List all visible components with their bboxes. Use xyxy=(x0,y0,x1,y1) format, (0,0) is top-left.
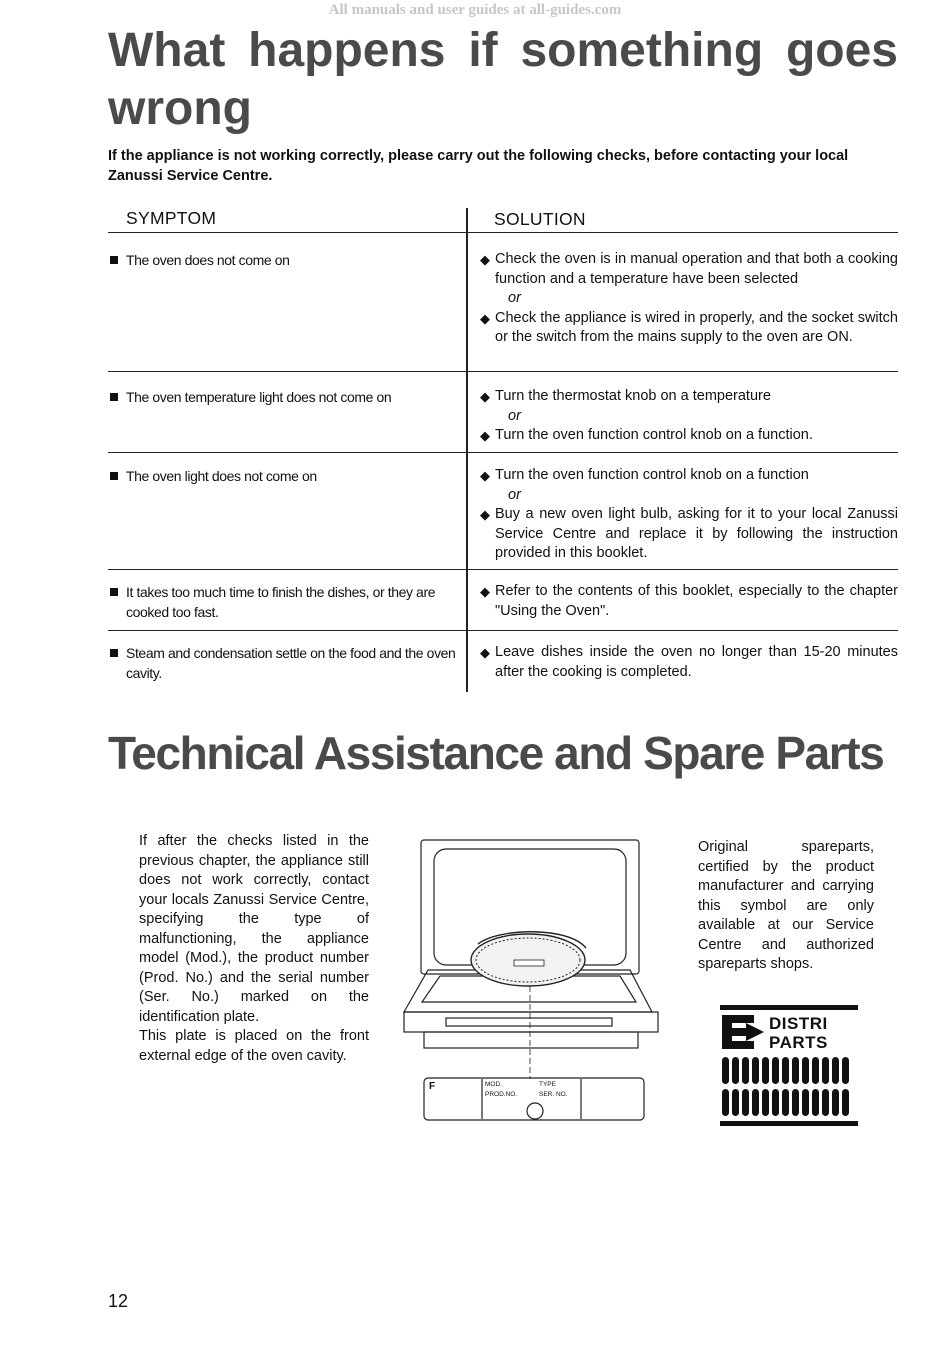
or-label: or xyxy=(508,486,521,503)
troubleshooting-table xyxy=(108,206,898,695)
or-label: or xyxy=(508,290,521,307)
diamond-bullet-icon: ◆ xyxy=(480,507,490,523)
table-row xyxy=(108,372,898,453)
square-bullet-icon xyxy=(110,393,118,401)
diamond-bullet-icon: ◆ xyxy=(480,252,490,267)
symptom-text: The oven temperature light does not come on xyxy=(126,389,392,405)
square-bullet-icon xyxy=(110,256,118,264)
plate-ser-no-label: SER. NO. xyxy=(539,1091,568,1098)
solution-item xyxy=(480,643,898,682)
plate-prod-no-label: PROD.NO. xyxy=(485,1091,518,1098)
diamond-bullet-icon: ◆ xyxy=(480,310,490,326)
symptom-cell xyxy=(108,466,458,486)
symptom-text: The oven light does not come on xyxy=(126,468,317,484)
oven-identification-plate-illustration xyxy=(398,836,662,1128)
diamond-bullet-icon: ◆ xyxy=(480,584,490,599)
troubleshooting-intro: If the appliance is not working correctly, please carry out the following checks, before contacting your local Zanussi Service Centre. xyxy=(108,148,849,184)
assistance-paragraph: This plate is placed on the front external edge of the oven cavity. xyxy=(139,1028,369,1064)
watermark: All manuals and user guides at all-guides.com xyxy=(328,2,622,18)
logo-line2: PARTS xyxy=(769,1033,828,1052)
solution-cell xyxy=(480,643,898,682)
solution-text: Turn the oven function control knob on a function. xyxy=(495,427,813,444)
solution-cell xyxy=(480,387,898,446)
page-number: 12 xyxy=(108,1291,129,1311)
logo-line1: DISTRI xyxy=(769,1014,828,1033)
solution-item xyxy=(480,466,898,486)
plate-hole xyxy=(527,1103,543,1119)
plate-f-label: F xyxy=(429,1081,436,1092)
solution-cell xyxy=(480,250,898,348)
solution-cell xyxy=(480,466,898,564)
plate-type-label: TYPE xyxy=(539,1081,556,1088)
table-row xyxy=(108,453,898,570)
symptom-text: Steam and condensation settle on the food and the oven cavity. xyxy=(126,645,456,681)
solution-text: Check the oven is in manual operation and that both a cooking function and a temperature have been selected xyxy=(495,251,898,287)
assistance-paragraph: If after the checks listed in the previous chapter, the appliance still does not work correctly, contact your locals Zanussi Service Centre, specifying the type of malfunctioning, the appliance model (Mod.), the product number (Prod. No.) and the serial number (Ser. No.) marked on the identification plate. xyxy=(139,833,369,1025)
assistance-left-text xyxy=(139,832,369,1066)
symptom-cell xyxy=(108,250,458,270)
solution-text: Check the appliance is wired in properly, and the socket switch or the switch from the mains supply to the oven are ON. xyxy=(495,309,898,346)
distriparts-logo xyxy=(720,1005,858,1127)
symptom-text: The oven does not come on xyxy=(126,252,290,268)
table-row xyxy=(108,631,898,695)
solution-text: Leave dishes inside the oven no longer than 15-20 minutes after the cooking is completed. xyxy=(495,644,898,680)
solution-text: Turn the thermostat knob on a temperature xyxy=(495,388,771,404)
solution-text: Refer to the contents of this booklet, especially to the chapter "Using the Oven". xyxy=(495,583,898,619)
diamond-bullet-icon: ◆ xyxy=(480,428,490,444)
solution-item xyxy=(480,505,898,564)
diamond-bullet-icon: ◆ xyxy=(480,645,490,660)
or-label: or xyxy=(508,407,521,424)
symptom-cell xyxy=(108,643,458,683)
square-bullet-icon xyxy=(110,649,118,657)
symptom-cell xyxy=(108,582,458,622)
solution-item xyxy=(480,387,898,407)
diamond-bullet-icon: ◆ xyxy=(480,389,490,404)
square-bullet-icon xyxy=(110,472,118,480)
solution-header: SOLUTION xyxy=(494,209,586,229)
solution-item xyxy=(480,582,898,621)
square-bullet-icon xyxy=(110,588,118,596)
solution-text: Buy a new oven light bulb, asking for it to your local Zanussi Service Centre and replace it by following the instruction provided in this booklet. xyxy=(495,506,898,562)
identification-plate xyxy=(424,1078,644,1120)
oven-base xyxy=(404,1012,658,1032)
plate-mod-label: MOD. xyxy=(485,1081,502,1088)
symptom-text: It takes too much time to finish the dishes, or they are cooked too fast. xyxy=(126,584,436,620)
solution-item xyxy=(480,426,898,446)
table-row xyxy=(108,233,898,372)
spareparts-text: Original spareparts, certified by the product manufacturer and carrying this symbol are only available at our Service Centre and authorized spareparts shops. xyxy=(698,839,874,972)
solution-cell xyxy=(480,582,898,621)
oven-plinth xyxy=(424,1032,638,1048)
solution-text: Turn the oven function control knob on a function xyxy=(495,467,809,483)
diamond-bullet-icon: ◆ xyxy=(480,468,490,483)
assistance-title: Technical Assistance and Spare Parts xyxy=(108,727,884,779)
oven-base-slot xyxy=(446,1018,612,1026)
table-header xyxy=(108,206,898,233)
solution-item xyxy=(480,250,898,289)
logo-bars xyxy=(722,1057,849,1116)
solution-item xyxy=(480,309,898,348)
symptom-cell xyxy=(108,387,458,407)
symptom-header: SYMPTOM xyxy=(126,208,217,228)
table-row xyxy=(108,570,898,631)
troubleshooting-title: What happens if something goes wrong xyxy=(108,24,898,135)
